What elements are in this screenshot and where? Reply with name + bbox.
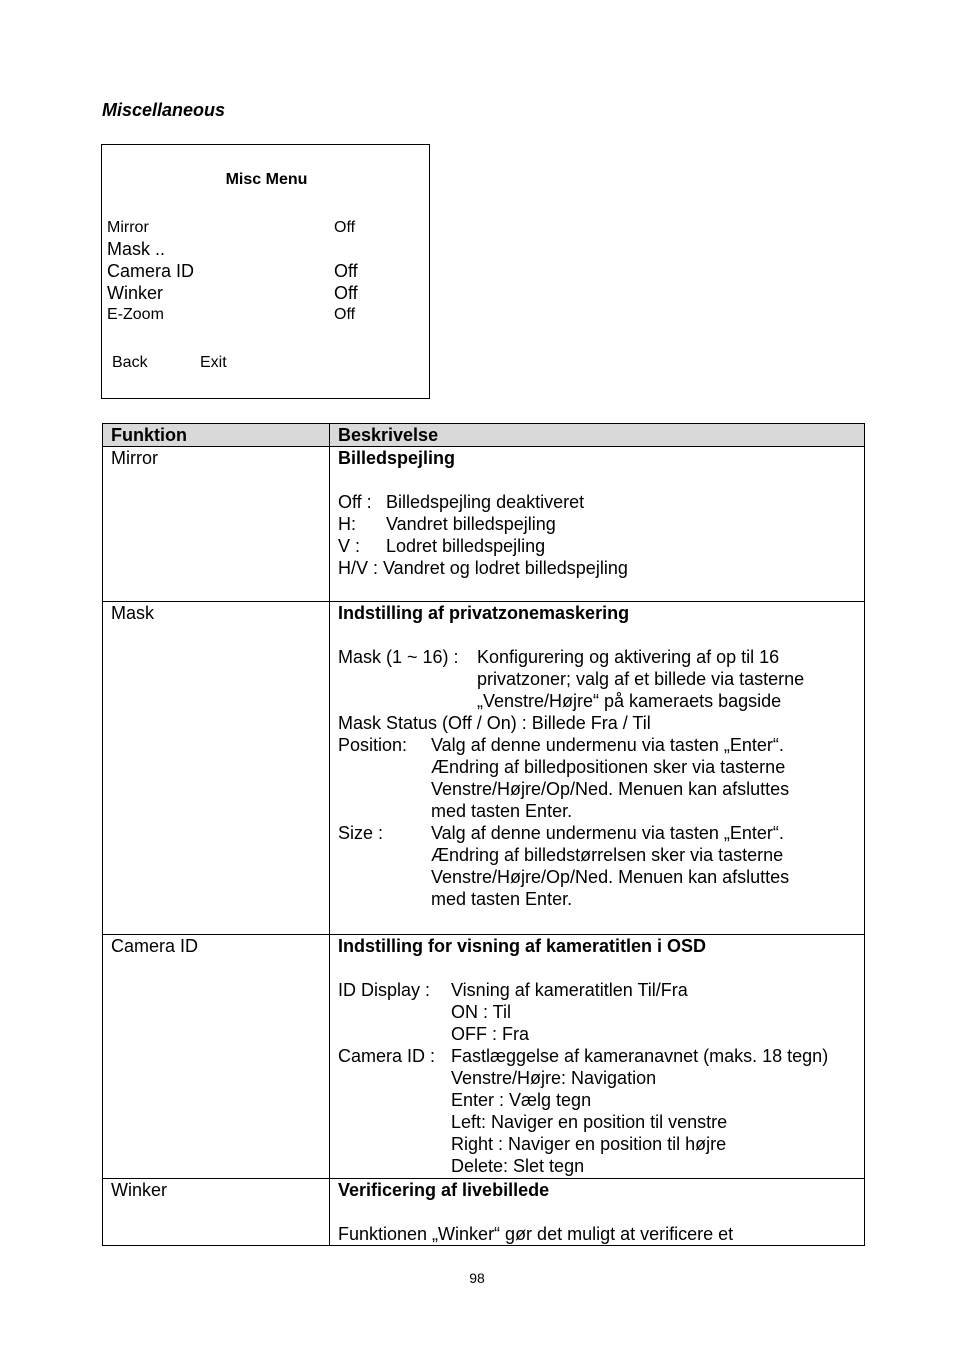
- osd-exit: Exit: [200, 354, 227, 371]
- cell-description: [330, 1179, 865, 1246]
- table-row-mirror: [103, 447, 865, 602]
- cell-description: [330, 447, 865, 602]
- row-title: Billedspejling: [338, 448, 456, 468]
- row-title: Verificering af livebillede: [338, 1180, 550, 1200]
- option-line: Valg af denne undermenu via tasten „Enter“.: [431, 735, 784, 755]
- option-line: med tasten Enter.: [431, 889, 573, 909]
- option-line: OFF : Fra: [451, 1024, 529, 1044]
- option-key: Camera ID :: [338, 1046, 436, 1066]
- option-line: Left: Naviger en position til venstre: [451, 1112, 728, 1132]
- osd-item-ezoom-label: E-Zoom: [107, 306, 164, 323]
- option-value: Vandret billedspejling: [386, 514, 556, 534]
- cell-function: Winker: [103, 1179, 330, 1246]
- option-line: Valg af denne undermenu via tasten „Enter“.: [431, 823, 784, 843]
- cell-function: Mirror: [103, 447, 330, 602]
- osd-item-mask-label: Mask ..: [107, 239, 166, 259]
- table-header-row: [103, 424, 865, 447]
- osd-item-winker-value: Off: [334, 283, 358, 303]
- cell-function: Mask: [103, 602, 330, 935]
- option-line: Venstre/Højre/Op/Ned. Menuen kan afsluttes: [431, 867, 790, 887]
- option-line: Venstre/Højre: Navigation: [451, 1068, 657, 1088]
- option-key: V :: [338, 536, 361, 556]
- header-funktion: Funktion: [103, 424, 330, 447]
- osd-item-ezoom-value: Off: [334, 306, 356, 323]
- option-line: med tasten Enter.: [431, 801, 573, 821]
- option-line: privatzoner; valg af et billede via tasterne: [477, 669, 805, 689]
- misc-menu-osd: [101, 144, 430, 399]
- osd-item-mirror-value: Off: [334, 219, 356, 236]
- option-key: Off :: [338, 492, 372, 512]
- option-line: „Venstre/Højre“ på kameraets bagside: [477, 691, 782, 711]
- option-value: Billedspejling deaktiveret: [386, 492, 585, 512]
- cell-description: [330, 935, 865, 1179]
- option-line: Venstre/Højre/Op/Ned. Menuen kan afsluttes: [431, 779, 790, 799]
- option-line: Ændring af billedpositionen sker via tasterne: [431, 757, 786, 777]
- osd-back: Back: [112, 354, 148, 371]
- option-key: H:: [338, 514, 356, 534]
- option-line: Visning af kameratitlen Til/Fra: [451, 980, 688, 1000]
- option-line: Mask Status (Off / On) : Billede Fra / Til: [338, 713, 651, 733]
- option-key: Position:: [338, 735, 408, 755]
- osd-item-mirror-label: Mirror: [107, 219, 149, 236]
- table-row-camera-id: [103, 935, 865, 1179]
- table-row-winker: [103, 1179, 865, 1246]
- option-line: Right : Naviger en position til højre: [451, 1134, 727, 1154]
- osd-item-camera-id-value: Off: [334, 261, 358, 281]
- option-key: Size :: [338, 823, 384, 843]
- header-beskrivelse: Beskrivelse: [330, 424, 865, 447]
- row-title: Indstilling af privatzonemaskering: [338, 603, 630, 623]
- option-line: Delete: Slet tegn: [451, 1156, 585, 1176]
- option-line: Funktionen „Winker“ gør det muligt at verificere et: [338, 1224, 734, 1244]
- cell-description: [330, 602, 865, 935]
- option-key: ID Display :: [338, 980, 431, 1000]
- osd-title: Misc Menu: [225, 171, 308, 188]
- table-row-mask: [103, 602, 865, 935]
- osd-item-camera-id-label: Camera ID: [107, 261, 195, 281]
- section-heading: Miscellaneous: [102, 100, 226, 120]
- option-key: Mask (1 ~ 16) :: [338, 647, 459, 667]
- option-line: Enter : Vælg tegn: [451, 1090, 592, 1110]
- option-line: Konfigurering og aktivering af op til 16: [477, 647, 780, 667]
- row-title: Indstilling for visning af kameratitlen i OSD: [338, 936, 707, 956]
- page-number: 98: [469, 1270, 485, 1286]
- option-line: Ændring af billedstørrelsen sker via tasterne: [431, 845, 784, 865]
- function-table: [102, 423, 865, 1246]
- option-value: Lodret billedspejling: [386, 536, 546, 556]
- cell-function: Camera ID: [103, 935, 330, 1179]
- option-line: ON : Til: [451, 1002, 512, 1022]
- option-line: Fastlæggelse af kameranavnet (maks. 18 tegn): [451, 1046, 829, 1066]
- option-line: H/V : Vandret og lodret billedspejling: [338, 558, 628, 578]
- osd-item-winker-label: Winker: [107, 283, 164, 303]
